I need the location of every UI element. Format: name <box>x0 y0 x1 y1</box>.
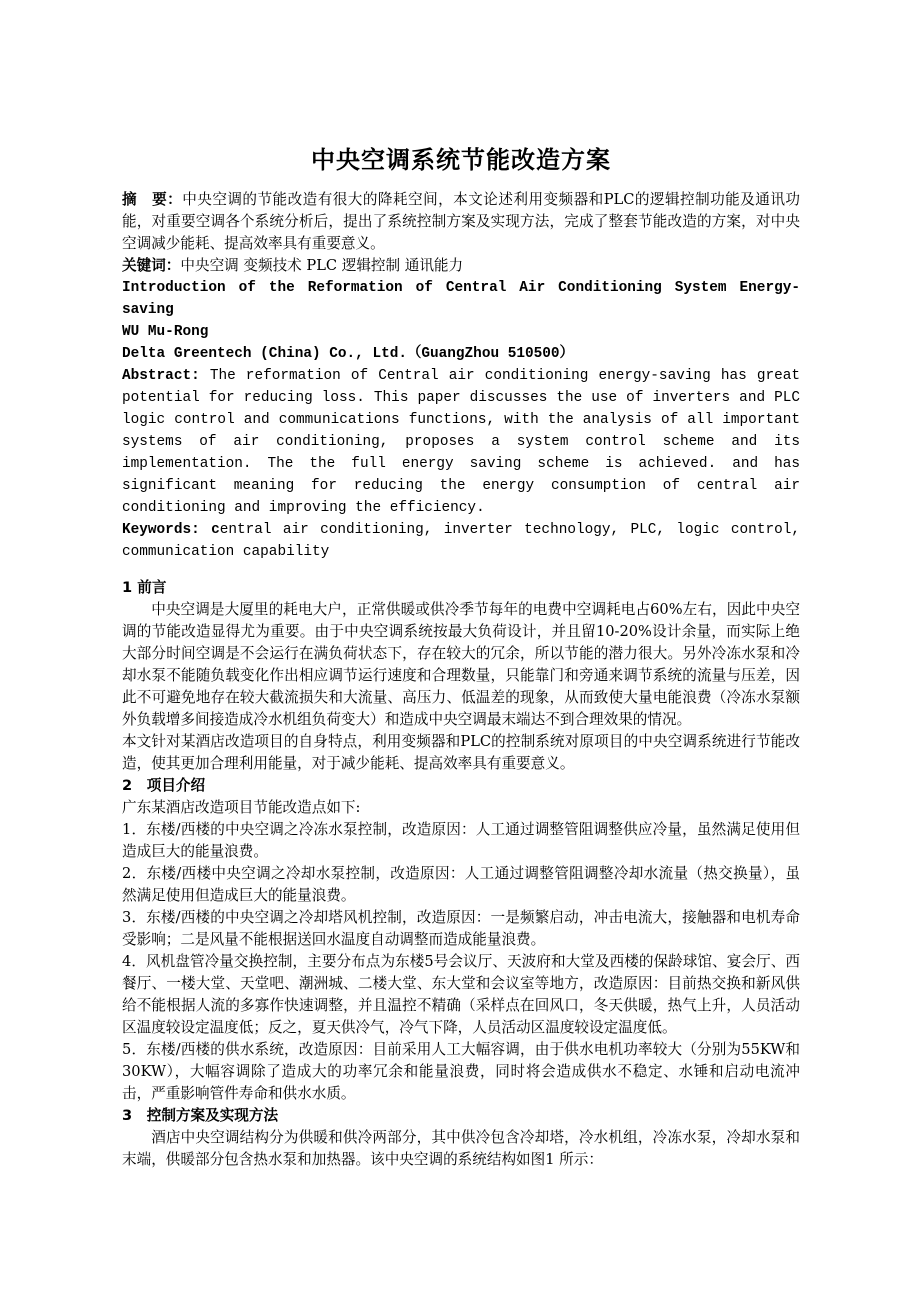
spacer <box>122 563 800 577</box>
section-2-heading: 2 项目介绍 <box>122 777 206 794</box>
section-1-paragraph-2: 本文针对某酒店改造项目的自身特点，利用变频器和PLC的控制系统对原项目的中央空调系统进行节能改造，使其更加合理利用能量，对于减少能耗、提高效率具有重要意义。 <box>122 733 800 772</box>
section-3-paragraph-1: 酒店中央空调结构分为供暖和供冷两部分，其中供冷包含冷却塔，冷水机组，冷冻水泵，冷却水泵和末端，供暖部分包含热水泵和加热器。该中央空调的系统结构如图1 所示： <box>122 1129 800 1168</box>
abstract-cn-label: 摘 要： <box>122 191 183 208</box>
section-2-item-5: 5．东楼/西楼的供水系统，改造原因：目前采用人工大幅容调，由于供水电机功率较大（分别为55KW和30KW），大幅容调除了造成大的功率冗余和能量浪费，同时将会造成供水不稳定、水锤和启动电流冲击，严重影响管件寿命和供水水质。 <box>122 1041 800 1102</box>
section-2-item-3: 3．东楼/西楼的中央空调之冷却塔风机控制，改造原因：一是频繁启动，冲击电流大，接触器和电机寿命受影响；二是风量不能根据送回水温度自动调整而造成能量浪费。 <box>122 909 800 948</box>
section-1-heading: 1 前言 <box>122 579 167 596</box>
abstract-en-text: The reformation of Central air conditioning energy-saving has great potential for reducing loss. This paper discusses the use of inverters and PLC logic control and communications functions, with the analysis of all important systems of air conditioning, proposes a system control scheme and its implementation. The the full energy saving scheme is achieved. and has significant meaning for reducing the energy consumption of central air conditioning and improving the efficiency. <box>122 368 800 516</box>
abstract-cn-text: 中央空调的节能改造有很大的降耗空间，本文论述利用变频器和PLC的逻辑控制功能及通讯功能，对重要空调各个系统分析后，提出了系统控制方案及实现方法，完成了整套节能改造的方案，对中央空调减少能耗、提高效率具有重要意义。 <box>122 191 800 252</box>
author-name: WU Mu-Rong <box>122 324 209 340</box>
section-2-intro: 广东某酒店改造项目节能改造点如下: <box>122 799 361 816</box>
abstract-cn <box>122 189 800 255</box>
document-page <box>122 140 800 1171</box>
abstract-en-label: Abstract: <box>122 368 200 384</box>
section-2-item-2: 2．东楼/西楼中央空调之冷却水泵控制，改造原因：人工通过调整管阻调整冷却水流量（热交换量），虽然满足使用但造成巨大的能量浪费。 <box>122 865 800 904</box>
section-3-heading: 3 控制方案及实现方法 <box>122 1107 279 1124</box>
page-title: 中央空调系统节能改造方案 <box>311 146 611 174</box>
section-2-item-4: 4．风机盘管冷量交换控制，主要分布点为东楼5号会议厅、天波府和大堂及西楼的保龄球馆、宴会厅、西餐厅、一楼大堂、天堂吧、潮洲城、二楼大堂、东大堂和会议室等地方，改造原因：目前热交换和新风供给不能根据人流的多寡作快速调整，并且温控不精确（采样点在回风口，冬天供暖，热气上升，人员活动区温度较设定温度低；反之，夏天供冷气，冷气下降，人员活动区温度较设定温度低。 <box>122 953 800 1036</box>
affiliation: Delta Greentech (China) Co., Ltd.（GuangZhou 510500） <box>122 346 574 362</box>
keywords-cn-label: 关键词： <box>122 257 181 274</box>
keywords-cn-text: 中央空调 变频技术 PLC 逻辑控制 通讯能力 <box>180 257 464 274</box>
abstract-en <box>122 365 800 519</box>
keywords-en <box>122 519 800 563</box>
keywords-en-text: entral air conditioning, inverter technology, PLC, logic control, communication capability <box>122 522 800 560</box>
keywords-cn <box>122 255 800 277</box>
english-title: Introduction of the Reformation of Central Air Conditioning System Energy-saving <box>122 280 800 318</box>
section-1-paragraph-1: 中央空调是大厦里的耗电大户，正常供暖或供冷季节每年的电费中空调耗电占60%左右，因此中央空调的节能改造显得尤为重要。由于中央空调系统按最大负荷设计，并且留10-20%设计余量，而实际上绝大部分时间空调是不会运行在满负荷状态下，存在较大的冗余，所以节能的潜力很大。另外冷冻水泵和冷却水泵不能随负载变化作出相应调节运行速度和合理数量，只能靠门和旁通来调节系统的流量与压差，因此不可避免地存在较大截流损失和大流量、高压力、低温差的现象，从而致使大量电能浪费（冷冻水泵额外负载增多间接造成冷水机组负荷变大）和造成中央空调最末端达不到合理效果的情况。 <box>122 601 800 728</box>
keywords-en-label: Keywords: c <box>122 522 220 538</box>
section-2-item-1: 1．东楼/西楼的中央空调之冷冻水泵控制，改造原因：人工通过调整管阻调整供应冷量，虽然满足使用但造成巨大的能量浪费。 <box>122 821 800 860</box>
